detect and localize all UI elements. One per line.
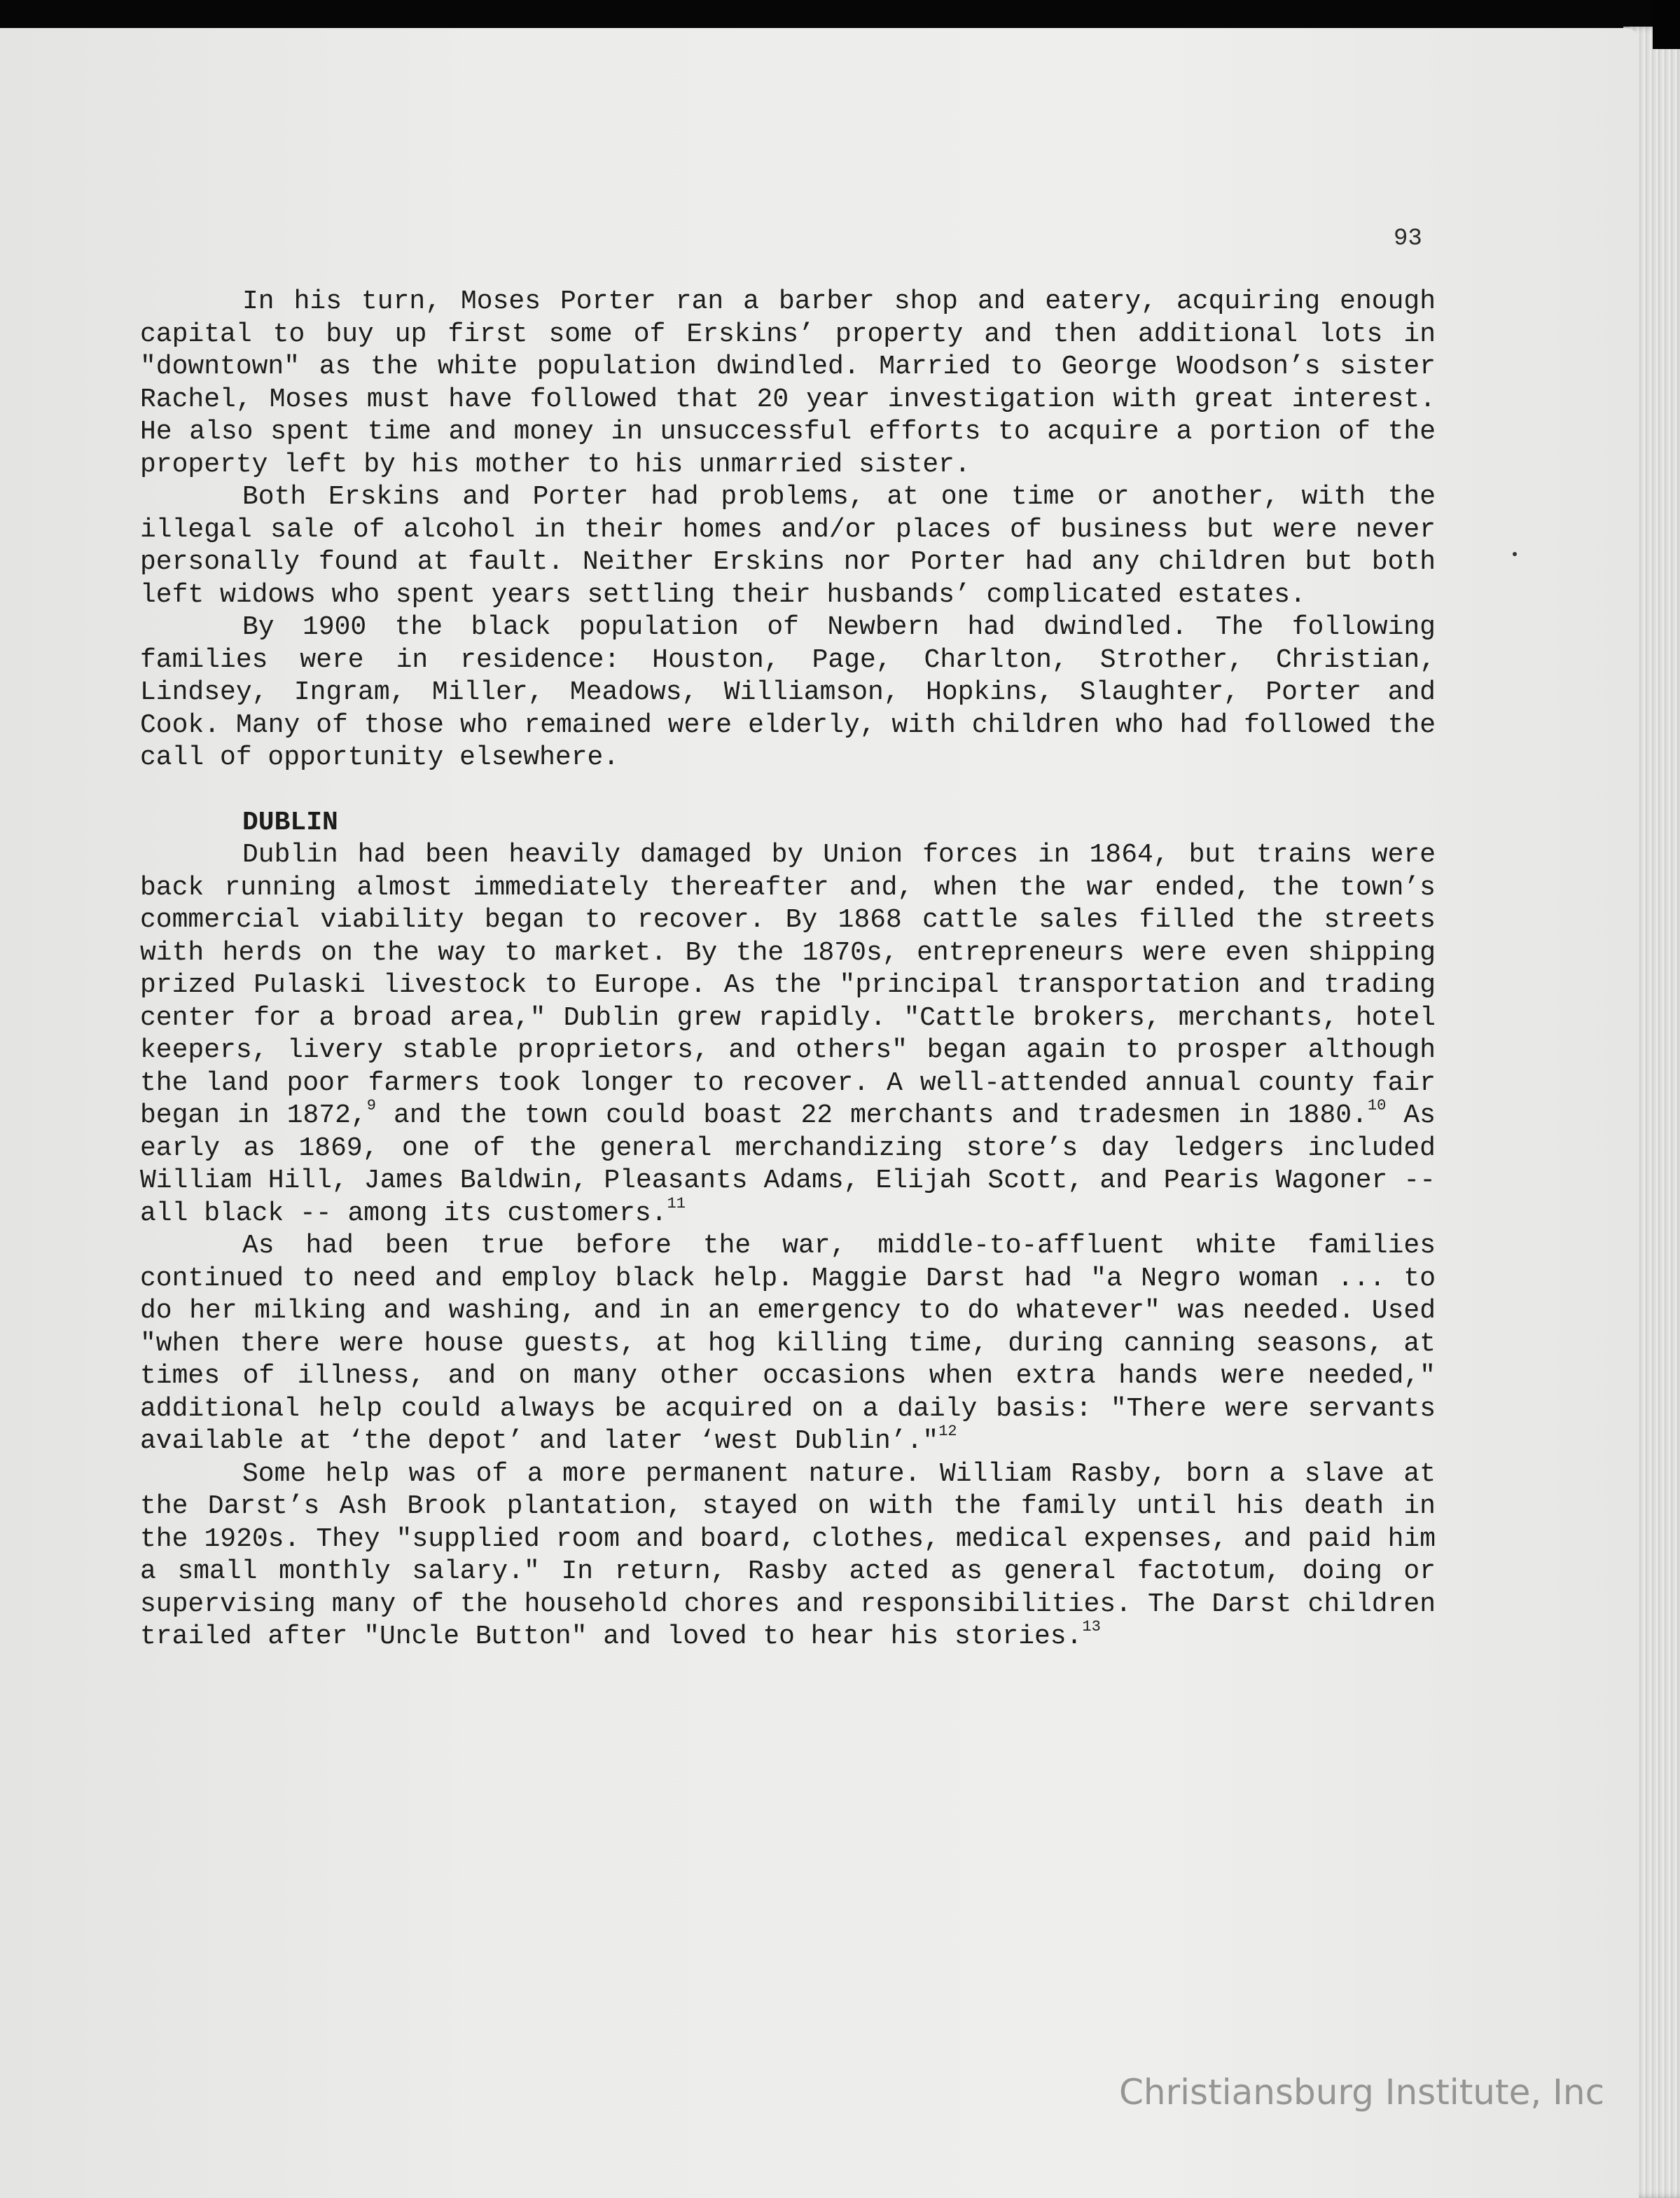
paragraph-moses-porter: In his turn, Moses Porter ran a barber shop and eatery, acquiring enough capital to buy up first some of Erskins’ property and then additional lots in "downtown" as the white population dwindled. Married to George Woodson’s sister Rachel, Moses must have followed that 20 year investigation with great interest. He also spent time and money in unsuccessful efforts to acquire a portion of the property left by his mother to his unmarried sister.: [140, 286, 1436, 480]
section-gap: [140, 775, 1436, 807]
footnote-ref-11: 11: [667, 1194, 686, 1212]
text-run: As had been true before the war, middle-to-affluent white families continued to need and employ black help. Maggie Darst had "a Negro woman ... to do her milking and washing, and in an emergency to do whatever" was needed. Used "when there were house guests, at hog killing time, during canning seasons, at times of illness, and on many other occasions when extra hands were needed," additional help could always be acquired on a daily basis: "There were servants available at ‘the depot’ and later ‘west Dublin’.": [140, 1231, 1436, 1456]
scan-speck: [1513, 552, 1517, 556]
page-body-text: [140, 286, 1436, 1654]
scan-corner-shadow: [1653, 0, 1680, 49]
paragraph-newbern-1900: By 1900 the black population of Newbern had dwindled. The following families were in residence: Houston, Page, Charlton, Strother, Christian, Lindsey, Ingram, Miller, Meadows, Williamson, Hopkins, Slaughter, Porter and Cook. Many of those who remained were elderly, with children who had followed the call of opportunity elsewhere.: [140, 612, 1436, 773]
paragraph-dublin-recovery: [140, 839, 1436, 1230]
footnote-ref-13: 13: [1082, 1618, 1101, 1636]
paragraph-black-help: [140, 1230, 1436, 1458]
page-number: 93: [1394, 226, 1422, 252]
paragraph-erskins-porter: Both Erskins and Porter had problems, at one time or another, with the illegal sale of alcohol in their homes and/or places of business but were never personally found at fault. Neither Erskins nor Porter had any children but both left widows who spent years settling their husbands’ complicated estates.: [140, 482, 1436, 610]
paragraph-william-rasby: [140, 1458, 1436, 1654]
footnote-ref-10: 10: [1367, 1097, 1387, 1115]
section-heading-dublin: DUBLIN: [242, 807, 338, 838]
watermark-text: Christiansburg Institute, Inc: [1119, 2072, 1605, 2113]
footnote-ref-9: 9: [366, 1097, 376, 1115]
text-run: Some help was of a more permanent nature. William Rasby, born a slave at the Darst’s Ash Brook plantation, stayed on with the family until his death in the 1920s. They "supplied room and board, clothes, medical expenses, and paid him a small monthly salary." In return, Rasby acted as general factotum, doing or supervising many of the household chores and responsibilities. The Darst children trailed after "Uncle Button" and loved to hear his stories.: [140, 1458, 1436, 1652]
text-run: As early as 1869, one of the general merchandizing store’s day ledgers included William Hill, James Baldwin, Pleasants Adams, Elijah Scott, and Pearis Wagoner -- all black -- among its customers.: [140, 1100, 1436, 1229]
text-run: and the town could boast 22 merchants and tradesmen in 1880.: [375, 1100, 1368, 1131]
footnote-ref-12: 12: [938, 1423, 957, 1441]
text-run: Dublin had been heavily damaged by Union forces in 1864, but trains were back running almost immediately thereafter and, when the war ended, the town’s commercial viability began to recover. By 1868 cattle sales filled the streets with herds on the way to market. By the 1870s, entrepreneurs were even shipping prized Pulaski livestock to Europe. As the "principal transportation and trading center for a broad area," Dublin grew rapidly. "Cattle brokers, merchants, hotel keepers, livery stable proprietors, and others" began again to prosper although the land poor farmers took longer to recover. A well-attended annual county fair began in 1872,: [140, 840, 1436, 1131]
